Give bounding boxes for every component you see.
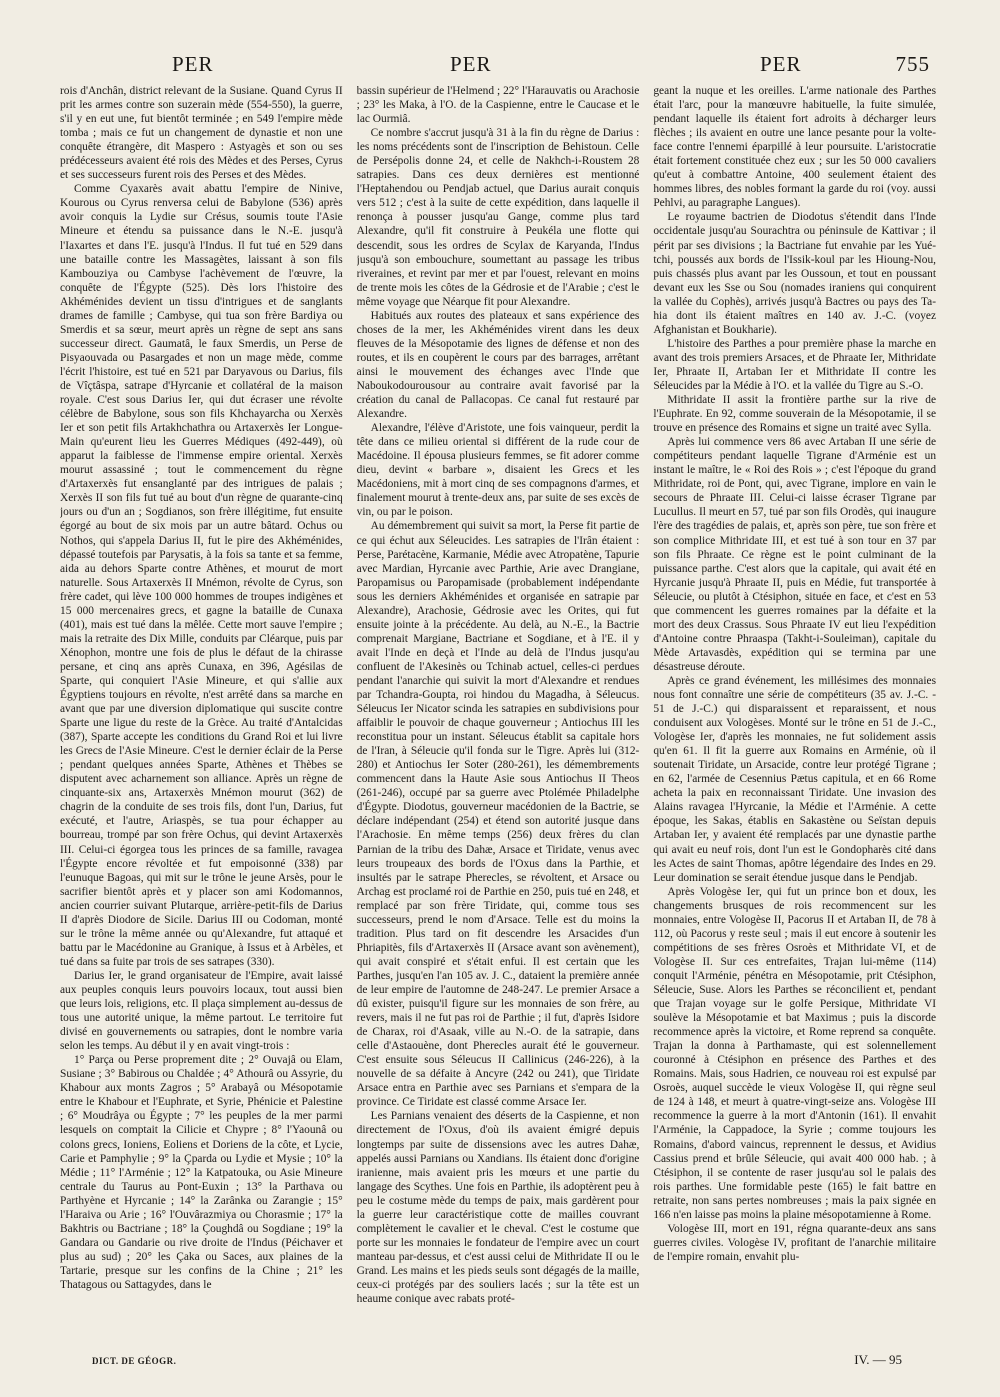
header-keyword-right: PER: [760, 52, 802, 76]
paragraph: Comme Cyaxarès avait abattu l'empire de Ninive, Kourous ou Cyrus renversa celui de Babylone (536) après avoir conquis la Lydie sur Crésus, soumis toute l'Asie Mineure et étendu sa puissance dans le N.-E. jusqu'à l'Iaxartes et dans l'E. jusqu'à l'Indus. Il fut tué en 529 dans une bataille contre les Massagètes, laissant à son fils Kambouziya ou Cambyse l'achèvement de l'œuvre, la conquête de l'Égypte (525). Dès lors l'histoire des Akhéménides devient un tissu d'intrigues et de sanglants drames de famille ; Cambyse, qui tua son frère Bardiya ou Smerdis et sa sœur, meurt après un règne de sept ans sans successeur direct. Gaumatâ, le faux Smerdis, un Perse de Pisyaouvada ou Pasargades et non un mage mède, comme l'écrit l'histoire, est tué en 521 par Daryavous ou Darius, fils de Vîçtâspa, satrape d'Hyrcanie et collatéral de la maison royale. C'est sous Darius Ier, qui dut écraser une révolte célèbre de Babylone, sous son fils Khchayarcha ou Xerxès Ier et son petit fils Artakhchathra ou Artaxerxès Ier Longue-Main qu'eurent lieu les Guerres Médiques (492-449), où apparut la faiblesse de l'immense empire oriental. Xerxès mourut assassiné ; tout le commencement du règne d'Artaxerxès fut ensanglanté par des intrigues de palais ; Xerxès II son fils fut tué au bout d'un règne de quarante-cinq jours ou d'un an ; Sogdianos, son frère illégitime, fut ensuite égorgé au bout de six mois par un autre bâtard. Ochus ou Nothos, qui s'appela Darius II, fut le pire des Akhéménides, dépassé toutefois par Parysatis, à la fois sa tante et sa femme, aida au dehors Sparte contre Athènes, et mourut de mort naturelle. Sous Artaxerxès II Mnémon, révolte de Cyrus, son frère cadet, qui lève 100 000 hommes de troupes indigènes et 15 000 mercenaires grecs, et gagne la bataille de Cunaxa (401), mais est tué dans la mêlée. Cette mort sauve l'empire ; mais la retraite des Dix Mille, conduits par Cléarque, puis par Xénophon, montre une fois de plus le défaut de la chirasse persane, et cinq ans après Cunaxa, en 396, Agésilas de Sparte, qui conquiert l'Asie Mineure, et qui s'allie aux Égyptiens toujours en révolte, n'est arrêté dans sa marche en avant que par une diversion diplomatique qui suscite contre Sparte une ligue du reste de la Grèce. Au traité d'Antalcidas (387), Sparte accepte les conditions du Grand Roi et lui livre les Grecs de l'Asie Mineure. C'est le dernier éclair de la Perse ; pendant quelques années Sparte, Athènes et Thèbes se disputent avec acharnement son alliance. Après un règne de cinquante-six ans, Artaxerxès Mnémon mourut (362) de chagrin de la conduite de ses trois fils, dont l'un, Darius, fut exécuté, et l'autre, Ariaspès, se tua pour échapper au bourreau, trompé par son frère Ochus, qui devint Artaxerxès III. Celui-ci égorgea tous les princes de sa famille, ravagea l'Égypte encore révoltée et fut empoisonné (338) par l'eunuque Bagoas, qui mit sur le trône le jeune Arsès, pour le sacrifier bientôt après et y placer son ami Kodomannos, ancien courrier suivant Plutarque, arrière-petit-fils de Darius II d'après Diodore de Sicile. Darius III ou Codoman, monté sur le trône la même année ou qu'Alexandre, fut attaqué et battu par le Macédonine au Granique, à Issus et à Arbèles, et tué dans sa fuite par trois de ses satrapes (330).: [60, 183, 343, 968]
paragraph: L'histoire des Parthes a pour première phase la marche en avant des trois premiers Arsaces, et de Phraate Ier, Mithridate Ier, Phraate II, Artaban Ier et Mithridate II contre les Séleucides par la Médie à l'O. et la vallée du Tigre au S.-O.: [653, 337, 937, 392]
paragraph: Après ce grand événement, les millésimes des monnaies nous font connaître une série de compétiteurs (35 av. J.-C. - 51 de J.-C.) qui disparaissent et reparaissent, et nous conduisent aux Vologèses. Monté sur le trône en 51 de J.-C., Vologèse Ier, d'après les monnaies, ne fut solidement assis qu'en 61. Il fit la guerre aux Romains en Arménie, où il soutenait Tiridate, un Arsacide, contre leur protégé Tigrane ; en 62, l'armée de Cesennius Pætus capitula, et en 66 Rome acheta la paix en reconnaissant Tiridate. Une invasion des Alains ravagea l'Hyrcanie, la Médie et l'Arménie. A cette époque, les Sakas, établis en Sakastène ou Seïstan depuis Artaban Ier, y avaient été remplacés par une dynastie parthe qui avait eu neuf rois, dont l'un est le Gondopharès cité dans les Actes de saint Thomas, apôtre légendaire des Indes en 29. Leur domination se serait étendue jusque dans le Pendjab.: [653, 674, 937, 884]
paragraph: Habitués aux routes des plateaux et sans expérience des choses de la mer, les Akhéménides virent dans les deux fleuves de la Mésopotamie des lignes de défense et non des routes, et ils en coupèrent le cours par des barrages, arrêtant ainsi le mouvement des échanges avec l'Inde que Naboukodourousour au contraire avait favorisé par la création du canal de Pallacopas. Ce canal fut restauré par Alexandre.: [356, 309, 640, 421]
paragraph: geant la nuque et les oreilles. L'arme nationale des Parthes était l'arc, pour la manœuvre habituelle, la fuite simulée, pendant laquelle ils étaient fort adroits à décharger leurs flèches ; ils avaient en outre une lance pesante pour la volte-face contre l'ennemi éparpillé à leur poursuite. L'aristocratie était fortement constituée chez eux ; sur les 50 000 cavaliers qu'eut à combattre Antoine, 400 seulement étaient des hommes libres, des nobles formant la garde du roi (voy. aussi Pehlvi, au paragraphe Langues).: [653, 85, 937, 210]
footer-dictionary-title: DICT. DE GÉOGR.: [92, 1356, 177, 1366]
paragraph: Vologèse III, mort en 191, régna quarante-deux ans sans guerres civiles. Vologèse IV, profitant de l'anarchie militaire de l'empire romain, envahit plu-: [653, 1222, 937, 1263]
text-columns: [60, 84, 936, 1342]
paragraph: bassin supérieur de l'Helmend ; 22° l'Harauvatis ou Arachosie ; 23° les Maka, à l'O. de la Caspienne, entre le Caucase et le lac Ourmiâ.: [356, 85, 640, 126]
text-column-3: [653, 84, 936, 1342]
header-keyword-center: PER: [450, 52, 492, 76]
paragraph: Ce nombre s'accrut jusqu'à 31 à la fin du règne de Darius : les noms précédents sont de l'inscription de Behistoun. Celle de Persépolis donne 24, et celle de Nakhch-i-Roustem 28 satrapies. Dans ces deux dernières est mentionné l'Heptahendou ou Pendjab actuel, que Darius aurait conquis vers 512 ; c'est à la suite de cette expédition, dans laquelle il renonça à pousser jusqu'au Gange, comme plus tard Alexandre, qu'il fit construire à Peukéla une flotte qui descendit, sous les ordres de Scylax de Karyanda, l'Indus jusqu'à son embouchure, soumettant au passage les tribus riveraines, et revint par mer et par l'ouest, relevant en moins de trente mois les côtes de la Gédrosie et de l'Arabie ; c'est le même voyage que Néarque fit pour Alexandre.: [356, 127, 640, 308]
paragraph: Au démembrement qui suivit sa mort, la Perse fit partie de ce qui échut aux Séleucides. Les satrapies de l'Irân étaient : Perse, Parétacène, Karmanie, Médie avec Atropatène, Tapurie avec Mardian, Hyrcanie avec Parthie, Arie avec Drangiane, Paropamisus ou Paropamisade (probablement indépendante sous les derniers Akhéménides et organisée en satrapie par Alexandre), Arachosie, Gédrosie avec les Orites, qui fut ensuite jointe à la précédente. Au delà, au N.-E., la Bactrie comprenait Margiane, Bactriane et Sogdiane, et à l'E. il y avait l'Inde en deçà et l'Inde au delà de l'Indus jusqu'au confluent de l'Akesinès ou Tchinab actuel, celles-ci perdues pendant l'anarchie qui suivit la mort d'Alexandre et rendues par Tchandra-Goupta, roi hindou du Magadha, à Séleucus. Séleucus Ier Nicator scinda les satrapies en subdivisions pour affaiblir le pouvoir de chaque gouverneur ; Antiochus III les reconstitua pour un instant. Séleucus établit sa capitale hors de l'Iran, à Séleucie qu'il fonda sur le Tigre. Après lui (312-280) et Antiochus Ier Soter (280-261), les démembrements commencent dans la Haute Asie sous Antiochus II Theos (261-246), occupé par sa guerre avec Ptolémée Philadelphe d'Égypte. Diodotus, gouverneur macédonien de la Bactrie, se déclare indépendant (254) et étend son autorité jusque dans l'Arachosie. En même temps (256) deux frères du clan Parnian de la tribu des Dahæ, Arsace et Tiridate, venus avec leurs troupeaux des bords de l'Oxus dans la Parthie, et insultés par le satrape Pherecles, se révoltent, et Arsace ou Archag est proclamé roi de Parthie en 250, puis tué en 248, et remplacé par son frère Tiridate, qui, comme tous ses successeurs, prend le nom d'Arsace. Telle est du moins la tradition. Plus tard on fit descendre les Arsacides d'un Phriapitès, fils d'Artaxerxès II (Arsace avant son avènement), qui avait conspiré et s'était enfui. Il est certain que les Parthes, jusqu'en l'an 105 av. J. C., dataient la première année de leur empire de l'automne de 248-247. Le premier Arsace a dû exister, puisqu'il figure sur les monnaies de son frère, au revers, mais il ne fut pas roi de Parthie ; il fut, d'après Isidore de Charax, roi d'Asaak, ville au N.-O. de la satrapie, dans celle d'Astaouène, dont Pherecles aurait été le gouverneur. C'est ensuite sous Séleucus II Callinicus (246-226), à la nouvelle de sa défaite à Ancyre (242 ou 241), que Tiridate Arsace entra en Parthie avec ses Parnians et s'empara de la province. Ce Tiridate est classé comme Arsace Ier.: [356, 520, 640, 1109]
running-header: [60, 52, 930, 82]
footer-signature: IV. — 95: [854, 1352, 902, 1367]
paragraph: Après Vologèse Ier, qui fut un prince bon et doux, les changements brusques de rois recommencent sur les monnaies, entre Vologèse II, Pacorus II et Artaban II, de 78 à 112, où Pacorus y reste seul ; mais il eut encore à soutenir les compétitions de ses frères Osroès et Mithridate VI, et de Vologèse II. Sur ces entrefaites, Trajan lui-même (114) conquit l'Arménie, pénétra en Mésopotamie, prit Ctésiphon, Séleucie, Suse. Alors les Parthes se réconcilient et, pendant que Trajan voyage sur le golfe Persique, Mithridate VI soulève la Mésopotamie et bat Maximus ; puis la discorde recommence après la victoire, et Rome reprend sa conquête. Trajan la donna à Parthamaste, qui est solennellement couronné à Ctésiphon en présence des Parthes et des Romains. Mais, sous Hadrien, ce nouveau roi est expulsé par Osroès, auquel succède le vieux Vologèse II, qui règne seul de 124 à 148, et meurt à quatre-vingt-seize ans. Vologèse III recommence la guerre à la mort d'Antonin (161). Il envahit l'Arménie, la Cappadoce, la Syrie ; comme toujours les Romains, d'abord vaincus, reprennent le dessus, et Avidius Cassius prend et brûle Séleucie, qui avait 400 000 hab. ; à Ctésiphon, il se contente de raser jusqu'au sol le palais des rois parthes. Une formidable peste (165) le fait battre en retraite, non sans pertes nombreuses ; mais la paix signée en 166 n'en laisse pas moins la plaine mésopotamienne à Rome.: [653, 885, 937, 1221]
header-keyword-left: PER: [172, 52, 214, 76]
paragraph: Darius Ier, le grand organisateur de l'Empire, avait laissé aux peuples conquis leurs pouvoirs locaux, tout aussi bien que leurs lois, religions, etc. Il plaça simplement au-dessus de tous une autorité unique, la même partout. Le territoire fut divisé en gouvernements ou satrapies, dont le nombre varia selon les temps. Au début il y en avait vingt-trois :: [60, 969, 343, 1053]
paragraph: Après lui commence vers 86 avec Artaban II une série de compétiteurs pendant laquelle Tigrane d'Arménie est un instant le maître, le « Roi des Rois » ; c'est l'époque du grand Mithridate, roi de Pont, qui, avec Tigrane, implore en vain le secours de Phraate III. Celui-ci laisse écraser Tigrane par Lucullus. Il meurt en 57, tué par son fils Orodès, qui inaugure l'ère des tragédies de palais, et, après son père, tue son frère et son complice Mithridate III, et est tué à son tour en 37 par son fils Phraate. Ce règne est le point culminant de la puissance parthe. C'est alors que la capitale, qui avait été en Hyrcanie jusqu'à Phraate II, puis en Médie, fut transportée à Séleucie, ou plutôt à Ctésiphon, située en face, et c'est en 53 que commencent les guerres romaines par la défaite et la mort des deux Crassus. Sous Phraate IV eut lieu l'expédition d'Antoine contre Phraaspa (Takht-i-Souleiman), capitale du Mède Artavasdès, expédition qui se termina par une désastreuse déroute.: [653, 436, 937, 673]
paragraph: Le royaume bactrien de Diodotus s'étendit dans l'Inde occidentale jusqu'au Sourachtra ou péninsule de Kattivar ; il périt par ses divisions ; la Bactriane fut envahie par les Yué-tchi, poussés aux bords de l'Issik-koul par les Hioung-Nou, puis chassés plus avant par les Oussoun, et tout en poussant devant eux les Sse ou Sou (nomades iraniens qui conquirent la vallée du Cophès), arrivés jusqu'à Bactres ou pays des Ta-hia dont ils étaient maîtres en 140 av. J.-C. (voyez Afghanistan et Boukharie).: [653, 211, 937, 336]
text-column-1: [60, 84, 343, 1342]
paragraph: 1° Parça ou Perse proprement dite ; 2° Ouvajâ ou Elam, Susiane ; 3° Babirous ou Chaldée ; 4° Athourâ ou Assyrie, du Khabour aux monts Zagros ; 5° Arabayâ ou Mésopotamie entre le Khabour et l'Euphrate, et Syrie, Phénicie et Palestine ; 6° Moudrâya ou Égypte ; 7° les peuples de la mer parmi lesquels on comptait la Cilicie et Chypre ; 8° l'Yaounâ ou colons grecs, Ioniens, Eoliens et Doriens de la côte, et Lycie, Carie et Pamphylie ; 9° la Çparda ou Lydie et Mysie ; 10° la Médie ; 11° l'Arménie ; 12° la Katpatouka, ou Asie Mineure centrale du Taurus au Pont-Euxin ; 13° la Parthava ou Parthyène et Hyrcanie ; 14° la Zarânka ou Zarangie ; 15° l'Haraiva ou Arie ; 16° l'Ouvârazmiya ou Chorasmie ; 17° la Bakhtris ou Bactriane ; 18° la Çoughdâ ou Sogdiane ; 19° la Gandara ou Gandarie ou rive droite de l'Indus (Péichaver et plus au sud) ; 20° les Çaka ou Saces, aux plaines de la Tartarie, presque sur les confins de la Chine ; 21° les Thatagous ou Sattagydes, dans le: [60, 1054, 343, 1291]
text-column-2: [357, 84, 640, 1342]
paragraph: Les Parnians venaient des déserts de la Caspienne, et non directement de l'Oxus, d'où ils avaient émigré depuis longtemps par suite de dissensions avec les autres Dahæ, appelés aussi Parnians ou Xandians. Ils étaient donc d'origine iranienne, mais avaient pris les mœurs et une partie du langage des Scythes. Une fois en Parthie, ils adoptèrent peu à peu le costume mède du temps de paix, mais gardèrent pour la guerre leur caractéristique cotte de mailles couvrant complètement le cavalier et le cheval. C'est le costume que porte sur les monnaies le fondateur de l'empire avec un court manteau par-dessus, et c'est aussi celui de Mithridate II ou le Grand. Les mains et les pieds seuls sont dégagés de la maille, ceux-ci protégés par des souliers lacés ; sur la tête est un heaume conique avec rabats proté-: [356, 1110, 640, 1306]
paragraph: Alexandre, l'élève d'Aristote, une fois vainqueur, perdit la tête dans ce milieu oriental si différent de la rude cour de Macédoine. Il épousa plusieurs femmes, se fit adorer comme dieu, devint « barbare », disaient les Grecs et les Macédoniens, mit à mort cinq de ses compagnons d'armes, et finalement mourut à trente-deux ans, par suite de ses excès de vin, ou par le poison.: [356, 422, 640, 519]
page-number: 755: [895, 52, 930, 76]
paragraph: Mithridate II assit la frontière parthe sur la rive de l'Euphrate. En 92, comme souverain de la Mésopotamie, il se trouve en présence des Romains et signe un traité avec Sylla.: [653, 394, 937, 435]
paragraph: rois d'Anchân, district relevant de la Susiane. Quand Cyrus II prit les armes contre son suzerain mède (554-550), la guerre, s'il y en eut une, fut bientôt terminée ; en 549 l'empire mède tomba ; mais ce fut un changement de dynastie et non une conquête étrangère, dit Maspero : Astyagès et son ou ses prédécesseurs avaient été rois des Mèdes et des Perses, Cyrus et ses successeurs furent rois des Perses et des Mèdes.: [60, 85, 343, 182]
page-footer: [92, 1352, 902, 1372]
